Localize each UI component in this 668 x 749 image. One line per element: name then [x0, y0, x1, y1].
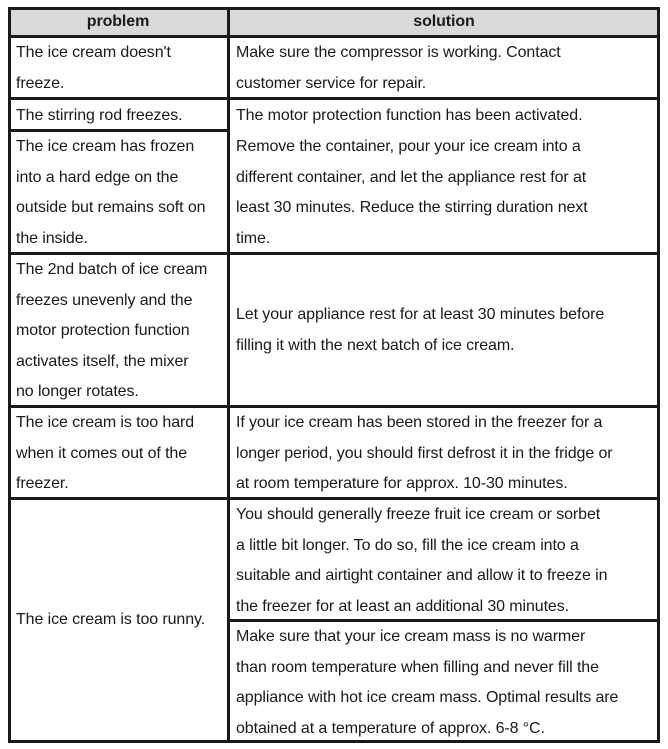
text-line: freezer.: [16, 475, 69, 492]
problem-cell-5: [8, 407, 228, 500]
text-line: the freezer for at least an additional 30 minutes.: [236, 597, 569, 615]
header-problem: problem: [8, 7, 228, 35]
solution-cell-3: [228, 131, 660, 254]
solution-cell-1: [228, 37, 660, 99]
text-line: obtained at a temperature of approx. 6-8 °C.: [236, 719, 545, 737]
problem-cell-6: [8, 499, 228, 741]
text-line: outside but remains soft on: [16, 199, 206, 216]
border-row5: [8, 497, 660, 500]
text-line: least 30 minutes. Reduce the stirring duration next: [236, 199, 588, 216]
text-line: a little bit longer. To do so, fill the ice cream into a: [236, 536, 579, 554]
problem-cell-3: [8, 131, 228, 254]
text-line: appliance with hot ice cream mass. Optimal results are: [236, 689, 619, 706]
text-line: the inside.: [16, 229, 88, 247]
solution-cell-6b: [228, 621, 660, 744]
solution-cell-5: [228, 407, 660, 500]
text-line: longer period, you should first defrost it in the fridge or: [236, 444, 613, 462]
border-row3: [8, 252, 660, 255]
text-line: freeze.: [16, 74, 65, 92]
text-line: motor protection function: [16, 322, 190, 339]
border-right: [657, 7, 660, 743]
problem-cell-2: [8, 100, 228, 132]
text-line: You should generally freeze fruit ice cream or sorbet: [236, 506, 601, 523]
text-line: time.: [236, 229, 271, 247]
text-line: freezes unevenly and the: [16, 291, 193, 309]
solution-cell-6a: [228, 499, 660, 622]
border-left: [8, 7, 11, 743]
solution-cell-4: [228, 254, 660, 406]
text-line: no longer rotates.: [16, 383, 139, 400]
troubleshooting-table: [8, 7, 660, 743]
text-line: The ice cream is too runny.: [16, 611, 206, 629]
border-header: [8, 35, 660, 38]
border-bottom: [8, 740, 660, 743]
text-line: into a hard edge on the: [16, 168, 179, 186]
border-row4: [8, 405, 660, 408]
text-line: Make sure that your ice cream mass is no warmer: [236, 628, 586, 645]
text-line: different container, and let the appliance rest for at: [236, 168, 587, 186]
text-line: than room temperature when filling and never fill the: [236, 658, 599, 676]
text-line: customer service for repair.: [236, 74, 427, 92]
text-line: Let your appliance rest for at least 30 minutes before: [236, 306, 605, 323]
text-line: Make sure the compressor is working. Contact: [236, 44, 561, 61]
text-line: The 2nd batch of ice cream: [16, 261, 208, 278]
text-line: suitable and airtight container and allow it to freeze in: [236, 567, 608, 584]
header-solution: solution: [228, 7, 660, 35]
border-top: [8, 7, 660, 10]
solution-cell-2: [228, 100, 660, 132]
text-line: The ice cream has frozen: [16, 138, 195, 155]
text-line: If your ice cream has been stored in the freezer for a: [236, 414, 603, 431]
text-line: when it comes out of the: [16, 444, 188, 462]
border-row2: [8, 129, 230, 132]
text-line: Remove the container, pour your ice cream into a: [236, 138, 581, 155]
text-line: activates itself, the mixer: [16, 352, 189, 370]
border-row6-split: [228, 619, 660, 622]
problem-cell-1: [8, 37, 228, 99]
problem-cell-4: [8, 254, 228, 408]
text-line: The ice cream doesn't: [16, 44, 171, 61]
text-line: at room temperature for approx. 10-30 minutes.: [236, 475, 568, 492]
border-row1: [8, 97, 660, 100]
border-middle: [227, 7, 230, 743]
text-line: The stirring rod freezes.: [16, 107, 183, 124]
text-line: The motor protection function has been activated.: [236, 107, 583, 124]
text-line: filling it with the next batch of ice cream.: [236, 336, 515, 354]
text-line: The ice cream is too hard: [16, 414, 195, 431]
